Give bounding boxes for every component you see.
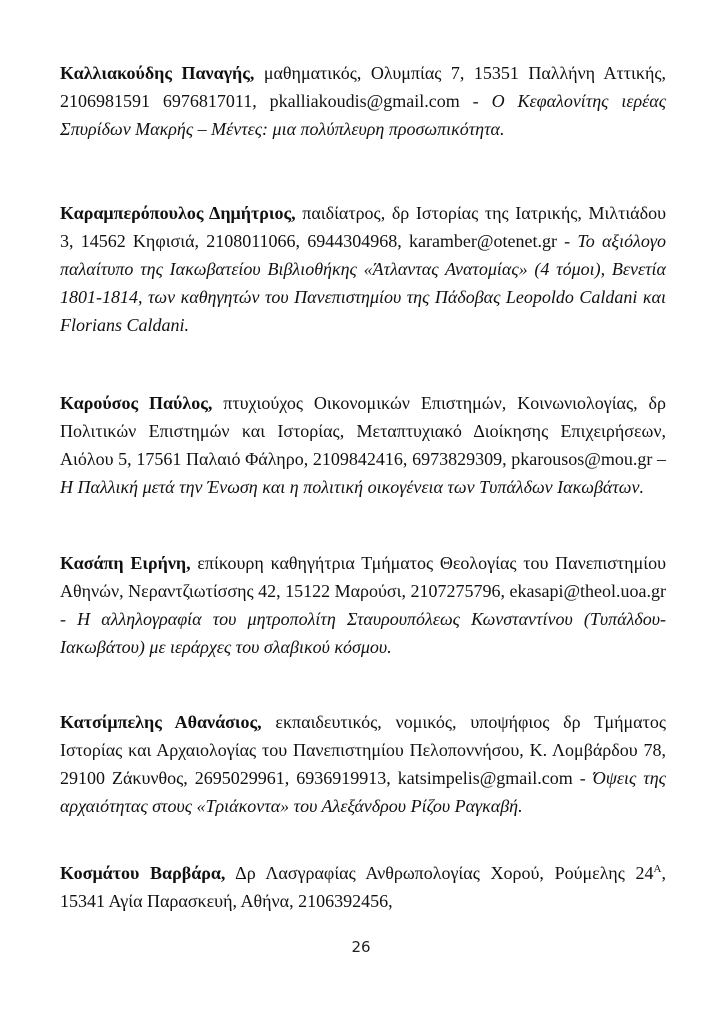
contributor-details: επίκουρη καθηγήτρια Τμήματος Θεολογίας του Πανεπιστημίου Αθηνών, Νεραντζιωτίσσης 42, 15122 Μαρούσι, 2107275796, ekasapi@theol.uoa.gr bbox=[60, 553, 667, 601]
paper-title: Το αξιόλογο παλαίτυπο της Ιακωβατείου Βιβλιοθήκης «Άτλαντας Ανατομίας» (4 τόμοι), Βενετία 1801-1814, των καθηγητών του Πανεπιστημίου της Πάδοβας Leopoldo Caldani και Florians Caldani. bbox=[60, 231, 666, 335]
separator: - bbox=[572, 768, 593, 788]
paper-title: Η Παλλική μετά την Ένωση και η πολιτική οικογένεια των Τυπάλδων Ιακωβάτων. bbox=[60, 477, 645, 497]
contributor-name: Κατσίμπελης Αθανάσιος, bbox=[60, 712, 262, 732]
contributor-entry bbox=[60, 199, 666, 339]
paper-title: Όψεις της αρχαιότητας στους «Τριάκοντα» του Αλεξάνδρου Ρίζου Ραγκαβή. bbox=[60, 768, 666, 816]
separator: – bbox=[652, 449, 667, 469]
page-number: 26 bbox=[351, 938, 371, 956]
contributor-details: παιδίατρος, δρ Ιστορίας της Ιατρικής, Μιλτιάδου 3, 14562 Κηφισιά, 2108011066, 6944304968, karamber@otenet.gr bbox=[60, 203, 666, 251]
contributor-details: εκπαιδευτικός, νομικός, υποψήφιος δρ Τμήματος Ιστορίας και Αρχαιολογίας του Πανεπιστημίου Πελοποννήσου, Κ. Λομβάρδου 78, 29100 Ζάκυνθος, 2695029961, 6936919913, katsimpelis@gmail.com bbox=[60, 712, 666, 788]
paper-title: Η αλληλογραφία του μητροπολίτη Σταυρουπόλεως Κωνσταντίνου (Τυπάλδου-Ιακωβάτου) με ιεράρχες του σλαβικού κόσμου. bbox=[60, 609, 666, 657]
contributor-entry bbox=[60, 708, 666, 820]
contributor-details: πτυχιούχος Οικονομικών Επιστημών, Κοινωνιολογίας, δρ Πολιτικών Επιστημών και Ιστορίας, Μεταπτυχιακό Διοίκησης Επιχειρήσεων, Αιόλου 5, 17561 Παλαιό Φάληρο, 2109842416, 6973829309, pkarousos@mou.gr bbox=[60, 393, 667, 469]
contributor-name: Καλλιακούδης Παναγής, bbox=[60, 63, 255, 83]
separator: - bbox=[60, 609, 78, 629]
contributor-entry bbox=[60, 549, 666, 661]
contributor-name: Καραμπερόπουλος Δημήτριος, bbox=[60, 203, 296, 223]
contributor-details-continued: , 15341 Αγία Παρασκευή, Αθήνα, 2106392456, bbox=[60, 863, 666, 911]
separator: - bbox=[556, 231, 578, 251]
contributor-name: Κοσμάτου Βαρβάρα, bbox=[60, 863, 226, 883]
contributor-entry bbox=[60, 59, 666, 143]
contributor-entry bbox=[60, 389, 666, 501]
paper-title: Ο Κεφαλονίτης ιερέας Σπυρίδων Μακρής – Μέντες: μια πολύπλευρη προσωπικότητα. bbox=[60, 91, 666, 139]
contributor-name: Κασάπη Ειρήνη, bbox=[60, 553, 191, 573]
separator: - bbox=[459, 91, 492, 111]
contributor-name: Καρούσος Παύλος, bbox=[60, 393, 213, 413]
contributor-entry bbox=[60, 859, 666, 915]
superscript: Α bbox=[653, 863, 662, 875]
contributor-details: μαθηματικός, Ολυμπίας 7, 15351 Παλλήνη Αττικής, 2106981591 6976817011, pkalliakoudis@gmail.com bbox=[60, 63, 666, 111]
contributor-details: Δρ Λασγραφίας Ανθρωπολογίας Χορού, Ρούμελης 24 bbox=[225, 863, 654, 883]
